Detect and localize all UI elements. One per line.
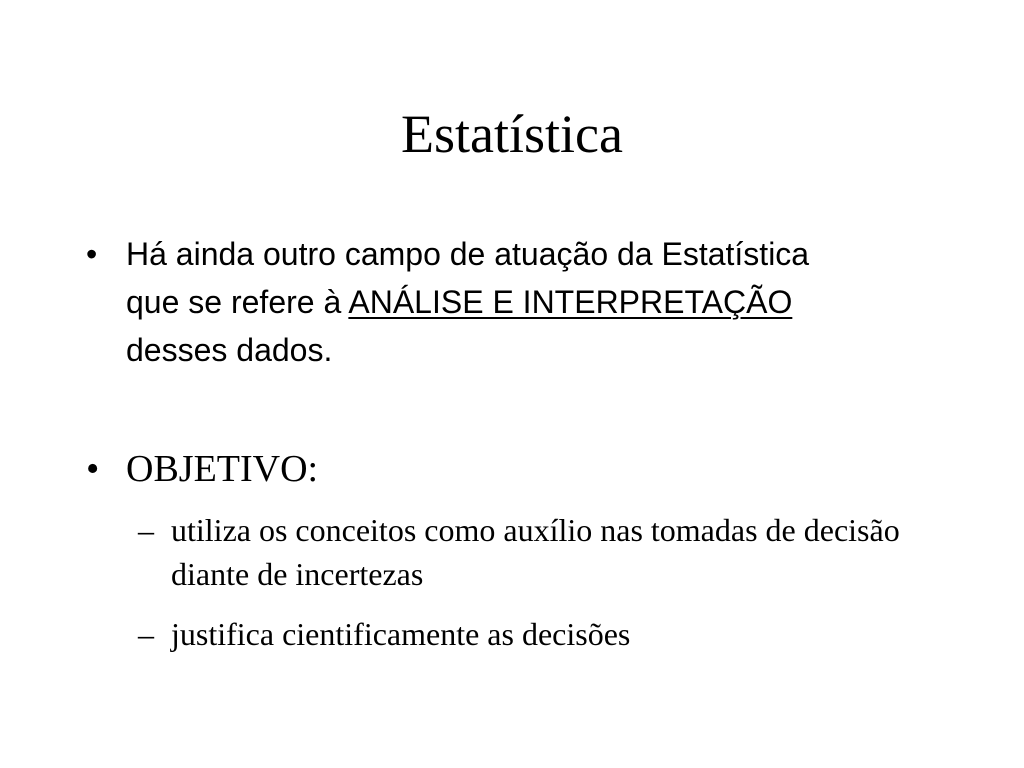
bullet-heading: OBJETIVO: (126, 448, 319, 490)
bullet-text (126, 230, 846, 374)
bullet-text-end: desses dados. (126, 332, 333, 368)
bullet-marker: • (86, 236, 98, 272)
bullet-marker: • (86, 448, 100, 490)
bullet-text-start: Há ainda outro campo de atuação da Estatística que se refere à (126, 236, 810, 320)
sub-bullet-text: utiliza os conceitos como auxílio nas tomadas de decisão diante de incertezas (171, 512, 900, 592)
underlined-phrase: ANÁLISE E INTERPRETAÇÃO (348, 284, 793, 320)
dash-marker: – (138, 512, 154, 548)
sub-bullet-text: justifica cientificamente as decisões (171, 616, 631, 652)
slide-title: Estatística (401, 104, 623, 164)
dash-marker: – (138, 616, 154, 652)
